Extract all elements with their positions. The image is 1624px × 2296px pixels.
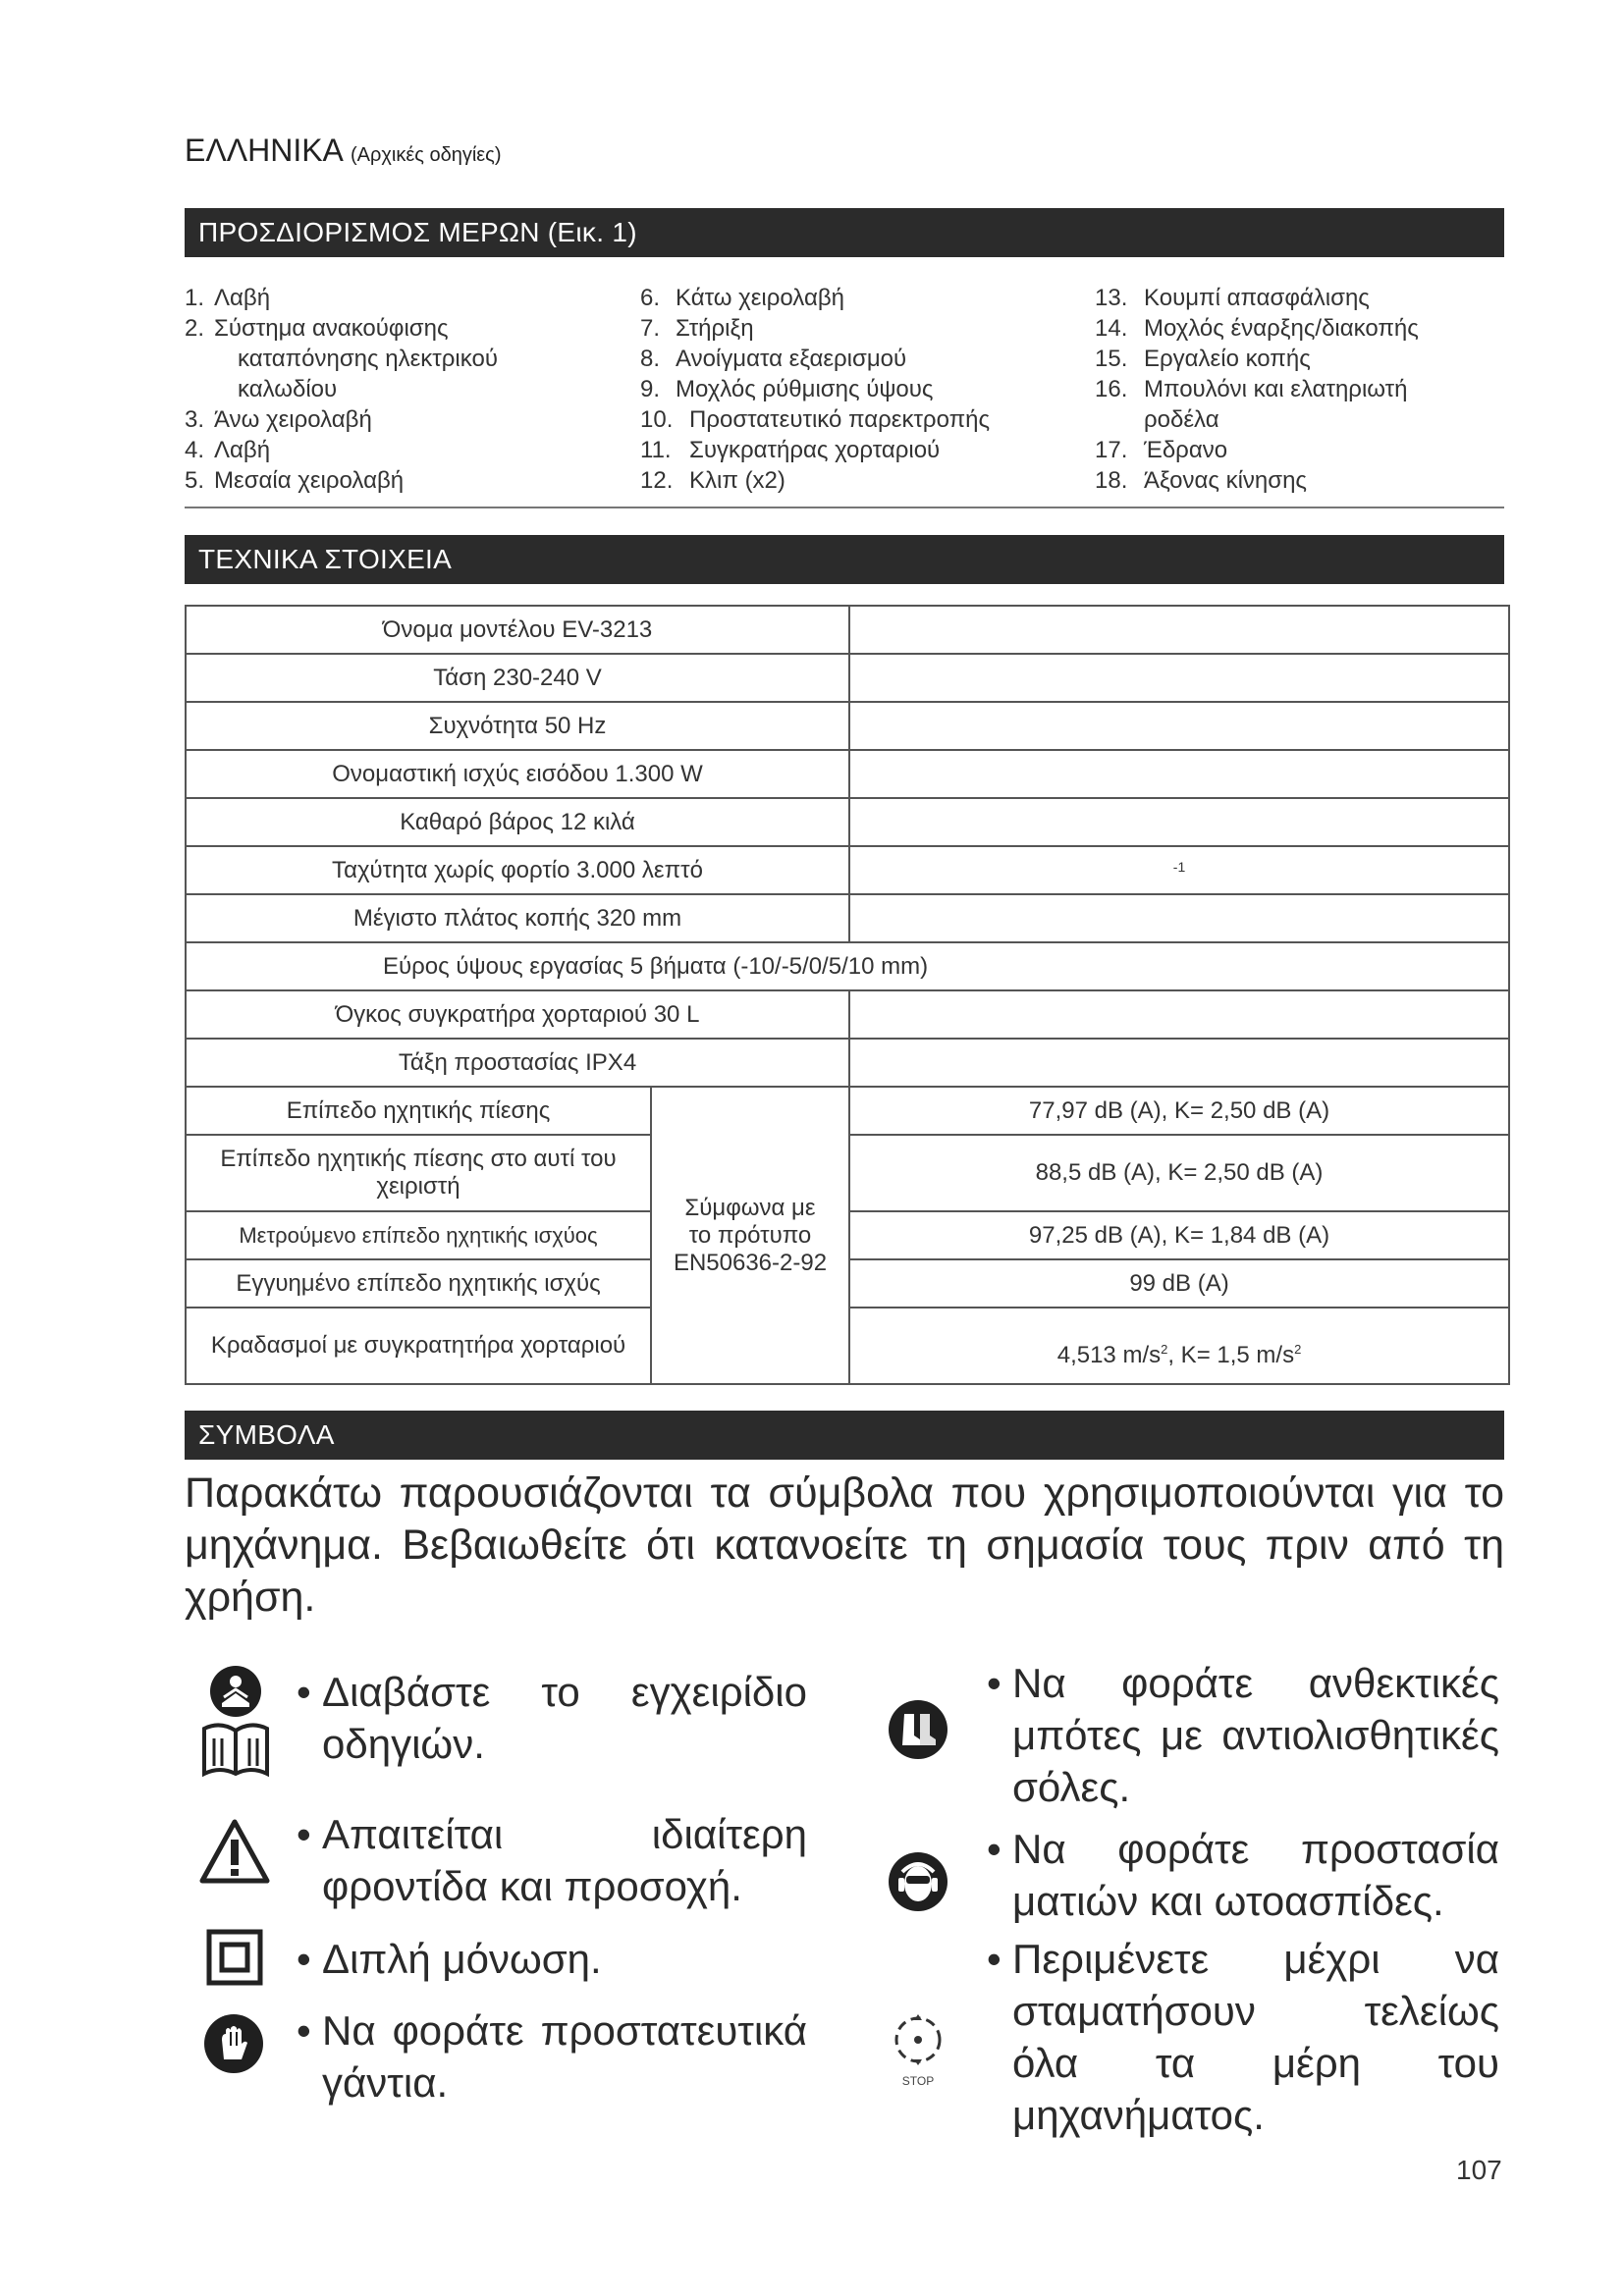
spec-value <box>849 798 1509 846</box>
parts-list-col2 <box>640 283 990 496</box>
spec-label: Ονομαστική ισχύς εισόδου 1.300 W <box>186 750 849 798</box>
symbol-item-eye-ear: • Να φοράτε προστασία ματιών και ωτοασπίδες. <box>987 1826 1499 1924</box>
spec-label: Όνομα μοντέλου EV-3213 <box>186 606 849 654</box>
boots-icon <box>887 1698 949 1761</box>
spec-value <box>849 750 1509 798</box>
spec-row <box>186 606 1509 654</box>
spec-label: Τάξη προστασίας IPX4 <box>186 1039 849 1087</box>
language-title: ΕΛΛΗΝΙΚΑ <box>185 133 343 168</box>
warning-triangle-icon <box>198 1818 271 1885</box>
noise-row <box>186 1087 1509 1135</box>
part-item: 16. Μπουλόνι και ελατηριωτή <box>1095 376 1408 402</box>
part-item: 14. Μοχλός έναρξης/διακοπής <box>1095 315 1419 342</box>
noise-label: Κραδασμοί με συγκρατητήρα χορταριού <box>186 1308 651 1384</box>
spec-value <box>849 654 1509 702</box>
noise-label: Επίπεδο ηχητικής πίεσης <box>186 1087 651 1135</box>
part-item: 4. Λαβή <box>185 437 271 463</box>
symbol-item-gloves: • Να φοράτε προστατευτικά γάντια. <box>297 2007 807 2106</box>
part-item: 10. Προστατευτικό παρεκτροπής <box>640 406 991 433</box>
spec-value <box>849 606 1509 654</box>
symbol-item-boots: • Να φοράτε ανθεκτικές μπότες με αντιολισθητικές σόλες. <box>987 1660 1499 1810</box>
parts-section-title: ΠΡΟΣΔΙΟΡΙΣΜΟΣ ΜΕΡΩΝ (Εικ. 1) <box>185 208 1504 257</box>
spec-value <box>849 1039 1509 1087</box>
part-item: 15. Εργαλείο κοπής <box>1095 346 1311 372</box>
part-item: 1. Λαβή <box>185 285 271 311</box>
language-subtitle: (Αρχικές οδηγίες) <box>351 144 502 166</box>
spec-value <box>849 990 1509 1039</box>
spec-row <box>186 942 1509 990</box>
stop-rotation-icon <box>884 2010 952 2069</box>
spec-label: Συχνότητα 50 Hz <box>186 702 849 750</box>
spec-label: Ταχύτητα χωρίς φορτίο 3.000 λεπτό <box>186 846 849 894</box>
spec-row <box>186 750 1509 798</box>
spec-label: Καθαρό βάρος 12 κιλά <box>186 798 849 846</box>
noise-value: 4,513 $m/s^2$, K= 1,5 $m/s^2$ <box>849 1308 1509 1384</box>
stop-rotation-icon-wrapper <box>884 2010 952 2089</box>
spec-value <box>849 702 1509 750</box>
parts-list-col1 <box>185 283 498 496</box>
spec-value: -1 <box>849 846 1509 894</box>
specs-section-title: ΤΕΧΝΙΚΑ ΣΤΟΙΧΕΙΑ <box>185 535 1504 584</box>
parts-list-col3 <box>1095 283 1419 496</box>
language-heading <box>185 133 501 169</box>
spec-row <box>186 990 1509 1039</box>
part-item: καταπόνησης ηλεκτρικού <box>238 346 498 372</box>
part-item: 5. Μεσαία χειρολαβή <box>185 467 405 494</box>
double-insulation-icon <box>206 1929 263 1986</box>
spec-row <box>186 654 1509 702</box>
part-item: 13. Κουμπί απασφάλισης <box>1095 285 1370 311</box>
spec-label: Όγκος συγκρατήρα χορταριού 30 L <box>186 990 849 1039</box>
part-item: 6. Κάτω χειρολαβή <box>640 285 844 311</box>
part-item: 11. Συγκρατήρας χορταριού <box>640 437 941 463</box>
part-item: 9. Μοχλός ρύθμισης ύψους <box>640 376 934 402</box>
part-item: 8. Ανοίγματα εξαερισμού <box>640 346 907 372</box>
symbol-item-caution: • Απαιτείται ιδιαίτερη φροντίδα και προσοχή. <box>297 1811 807 1909</box>
noise-value: 97,25 dB (A), K= 1,84 dB (A) <box>849 1211 1509 1259</box>
noise-value: 88,5 dB (A), K= 2,50 dB (A) <box>849 1135 1509 1211</box>
part-item: καλωδίου <box>238 376 338 402</box>
part-item: 2. Σύστημα ανακούφισης <box>185 315 449 342</box>
stop-label: STOP <box>901 2074 935 2088</box>
part-item: 17. Έδρανο <box>1095 437 1228 463</box>
symbols-section-title: ΣΥΜΒΟΛΑ <box>185 1411 1504 1460</box>
spec-label: Μέγιστο πλάτος κοπής 320 mm <box>186 894 849 942</box>
spec-row <box>186 894 1509 942</box>
part-item: 3. Άνω χειρολαβή <box>185 406 372 433</box>
part-item: 18. Άξονας κίνησης <box>1095 467 1307 494</box>
eye-ear-protection-icon <box>887 1850 949 1913</box>
spec-row <box>186 846 1509 894</box>
part-item: ροδέλα <box>1144 406 1219 433</box>
page-number: 107 <box>1456 2155 1502 2185</box>
noise-label: Εγγυημένο επίπεδο ηχητικής ισχύς <box>186 1259 651 1308</box>
spec-label: Τάση 230-240 V <box>186 654 849 702</box>
symbol-item-read-manual: • Διαβάστε το εγχειρίδιο οδηγιών. <box>297 1669 807 1767</box>
symbol-item-double-insulation: • Διπλή μόνωση. <box>297 1936 602 1982</box>
spec-value <box>849 894 1509 942</box>
specs-table <box>185 605 1510 1385</box>
noise-value: 99 dB (A) <box>849 1259 1509 1308</box>
noise-standard: Σύμφωνα με το πρότυπο EN50636-2-92 <box>651 1087 849 1384</box>
gloves-icon <box>202 2012 265 2075</box>
symbol-item-wait-stop: • Περιμένετε μέχρι να σταματήσουν τελείως όλα τα μέρη του μηχανήματος. <box>987 1936 1499 2138</box>
section-divider <box>185 507 1504 508</box>
spec-row <box>186 798 1509 846</box>
spec-label: Εύρος ύψους εργασίας 5 βήματα (-10/-5/0/5/10 mm) <box>186 942 1509 990</box>
part-item: 7. Στήριξη <box>640 315 754 342</box>
spec-row <box>186 1039 1509 1087</box>
spec-row <box>186 702 1509 750</box>
noise-label: Μετρούμενο επίπεδο ηχητικής ισχύος <box>186 1211 651 1259</box>
part-item: 12. Κλιπ (x2) <box>640 467 785 494</box>
noise-value: 77,97 dB (A), K= 2,50 dB (A) <box>849 1087 1509 1135</box>
noise-label: Επίπεδο ηχητικής πίεσης στο αυτί του χειριστή <box>186 1135 651 1211</box>
symbols-intro: Παρακάτω παρουσιάζονται τα σύμβολα που χρησιμοποιούνται για το μηχάνημα. Βεβαιωθείτε ότι κατανοείτε τη σημασία τους πριν από τη χρήση. <box>185 1469 1504 1621</box>
read-manual-icon <box>196 1664 275 1782</box>
